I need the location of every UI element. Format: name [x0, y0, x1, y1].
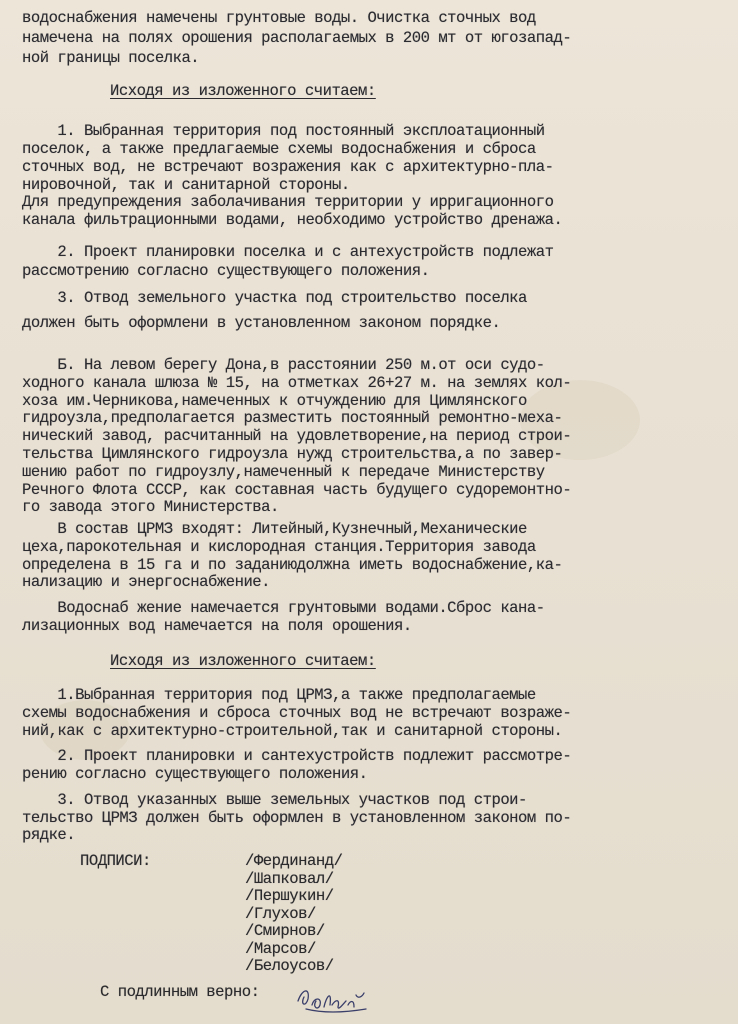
signature-name: /Глухов/ — [245, 905, 316, 923]
text-line: тельство ЦРМЗ должен быть оформлен в установленном законом по- — [22, 809, 572, 827]
text-line: цеха,парокотельная и кислородная станция.Территория завода — [22, 538, 536, 556]
signature-name: /Шапковал/ — [245, 870, 334, 888]
text-line: намечена на полях орошения располагаемых в 200 мт от югозапад- — [22, 29, 572, 47]
text-line: поселок, а также предлагаемые схемы водоснабжения и сброса — [22, 140, 536, 158]
text-line: лизационных вод намечается на поля орошения. — [22, 617, 412, 635]
text-line: определена в 15 га и по заданиюдолжна иметь водоснабжение,ка- — [22, 556, 563, 574]
text-line: сточных вод, не встречают возражения как с архитектурно-пла- — [22, 158, 554, 176]
text-line: нический завод, расчитанный на удовлетворение,на период строи- — [22, 427, 572, 445]
text-line: В состав ЦРМЗ входят: Литейный,Кузнечный,Механические — [22, 520, 527, 538]
text-line: хоза им.Черникова,намеченных к отчуждению для Цимлянского — [22, 392, 527, 410]
section-heading: Исходя из изложенного считаем: — [110, 652, 376, 670]
text-line: шению работ по гидроузлу,намеченный к передаче Министерству — [22, 463, 545, 481]
text-line: ний,как с архитектурно-строительной,так и санитарной стороны. — [22, 722, 563, 740]
text-line: ходного канала шлюза № 15, на отметках 26+27 м. на землях кол- — [22, 374, 572, 392]
text-line: 2. Проект планировки и сантехустройств подлежит рассмотре- — [22, 747, 572, 765]
text-line: нализацию и энергоснабжение. — [22, 573, 271, 591]
text-line: Водоснаб жение намечается грунтовыми водами.Сброс кана- — [22, 599, 545, 617]
text-line: 1.Выбранная территория под ЦРМЗ,а также предполагаемые — [22, 686, 536, 704]
text-line: го завода этого Министерства. — [22, 498, 279, 516]
text-line: канала фильтрационными водами, необходимо устройство дренажа. — [22, 211, 563, 229]
text-line: тельства Цимлянского гидроузла нужд строительства,а по завер- — [22, 445, 563, 463]
text-line: 3. Отвод указанных выше земельных участков под строи- — [22, 791, 527, 809]
text-line: водоснабжения намечены грунтовые воды. Очистка сточных вод — [22, 9, 536, 27]
signature-name: /Марсов/ — [245, 940, 316, 958]
signature-name: /Фердинанд/ — [245, 852, 343, 870]
text-line: 2. Проект планировки поселка и с антехустройств подлежат — [22, 243, 554, 261]
text-line: нировочной, так и санитарной стороны. — [22, 176, 350, 194]
text-line: 3. Отвод земельного участка под строительство поселка — [22, 289, 527, 307]
certification-text: С подлинным верно: — [100, 983, 260, 1001]
text-line: рению согласно существующего положения. — [22, 765, 368, 783]
text-line: схемы водоснабжения и сброса сточных вод не встречают возраже- — [22, 704, 572, 722]
text-line: Б. На левом берегу Дона,в расстоянии 250 м.от оси судо- — [22, 356, 545, 374]
section-heading: Исходя из изложенного считаем: — [110, 82, 376, 100]
signature-name: /Смирнов/ — [245, 922, 325, 940]
text-line: ной границы поселка. — [22, 49, 200, 67]
signatures-label: ПОДПИСИ: — [80, 852, 151, 870]
signature-name: /Белоусов/ — [245, 957, 334, 975]
text-line: рядке. — [22, 826, 76, 844]
text-line: Речного Флота СССР, как составная часть будущего судоремонтно- — [22, 481, 572, 499]
signature-name: /Першукин/ — [245, 887, 334, 905]
text-line: должен быть оформлени в установленном законом порядке. — [22, 314, 501, 332]
text-line: рассмотрению согласно существующего положения. — [22, 262, 430, 280]
text-line: 1. Выбранная территория под постоянный эксплоатационный — [22, 122, 545, 140]
handwritten-signature — [292, 975, 372, 1019]
text-line: Для предупреждения заболачивания территории у ирригационного — [22, 193, 554, 211]
text-line: гидроузла,предполагается разместить постоянный ремонтно-меха- — [22, 409, 563, 427]
